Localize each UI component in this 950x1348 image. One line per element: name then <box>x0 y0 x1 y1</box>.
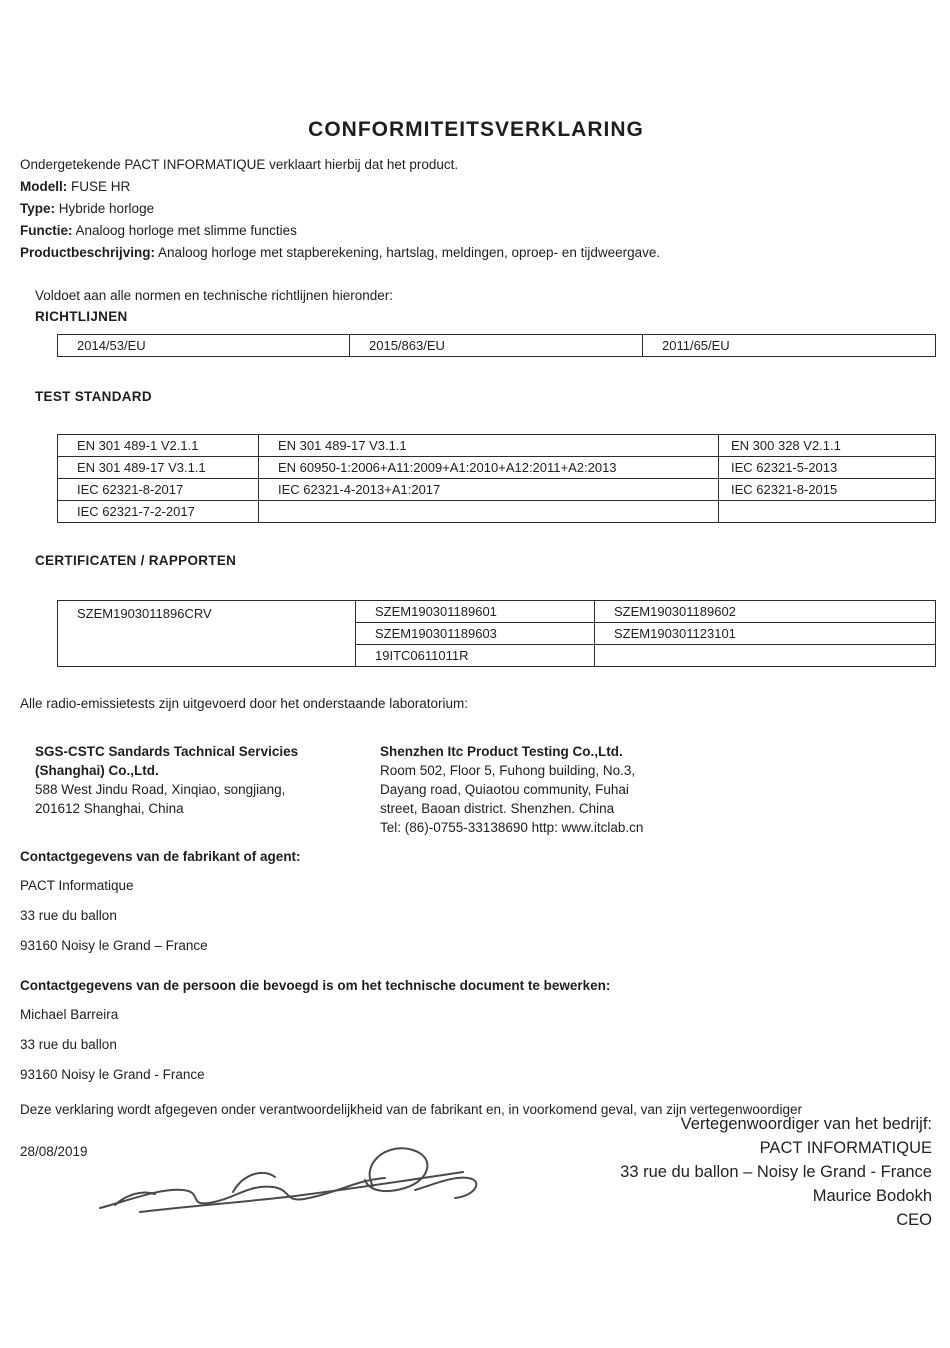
representative-company: PACT INFORMATIQUE <box>759 1139 932 1157</box>
certificate-cell: 19ITC0611011R <box>356 645 595 667</box>
test-standard-cell: IEC 62321-8-2015 <box>719 479 936 501</box>
lab-itc-block <box>380 742 850 837</box>
certificate-cell: SZEM190301189602 <box>595 601 936 623</box>
document-title: CONFORMITEITSVERKLARING <box>308 118 644 141</box>
test-standard-cell <box>719 501 936 523</box>
field-functie <box>20 222 932 239</box>
richtlijn-cell: 2014/53/EU <box>58 335 350 357</box>
test-standard-cell: EN 301 489-1 V2.1.1 <box>58 435 259 457</box>
lab-sgs-name: (Shanghai) Co.,Ltd. <box>35 763 159 778</box>
certificate-cell: SZEM190301189603 <box>356 623 595 645</box>
test-standard-cell: EN 301 489-17 V3.1.1 <box>58 457 259 479</box>
authorized-person-line: Michael Barreira <box>20 1007 119 1022</box>
section-heading-richtlijnen: RICHTLIJNEN <box>35 309 128 324</box>
field-productbeschrijving-value: Analoog horloge met stapberekening, hartslag, meldingen, oproep- en tijdweergave. <box>158 245 661 260</box>
field-type-value: Hybride horloge <box>58 201 155 216</box>
manufacturer-heading: Contactgegevens van de fabrikant of agent: <box>20 849 301 864</box>
richtlijnen-row <box>58 335 936 357</box>
test-standard-cell <box>259 501 719 523</box>
richtlijnen-table <box>57 334 936 357</box>
certificate-cell: SZEM1903011896CRV <box>58 601 356 667</box>
table-row <box>58 435 936 457</box>
lab-itc-contact: Tel: (86)-0755-33138690 http: www.itclab.cn <box>380 820 644 835</box>
lab-sgs-name: SGS-CSTC Sandards Tachnical Servicies <box>35 744 299 759</box>
lab-sgs-address: 201612 Shanghai, China <box>35 801 184 816</box>
test-standard-cell: IEC 62321-7-2-2017 <box>58 501 259 523</box>
field-functie-value: Analoog horloge met slimme functies <box>75 223 297 238</box>
field-type <box>20 200 932 217</box>
test-standard-cell: EN 301 489-17 V3.1.1 <box>259 435 719 457</box>
richtlijn-cell: 2015/863/EU <box>350 335 643 357</box>
section-heading-test-standard: TEST STANDARD <box>35 389 152 404</box>
lab-itc-name: Shenzhen Itc Product Testing Co.,Ltd. <box>380 744 623 759</box>
manufacturer-line: 33 rue du ballon <box>20 908 117 923</box>
field-modell <box>20 178 932 195</box>
test-standard-cell: IEC 62321-8-2017 <box>58 479 259 501</box>
table-row <box>58 479 936 501</box>
declaration-line: Deze verklaring wordt afgegeven onder verantwoordelijkheid van de fabrikant en, in voorkomend geval, van zijn vertegenwoordiger <box>20 1102 802 1117</box>
compliance-line: Voldoet aan alle normen en technische richtlijnen hieronder: <box>35 288 393 303</box>
richtlijn-cell: 2011/65/EU <box>643 335 936 357</box>
authorized-person-line: 33 rue du ballon <box>20 1037 117 1052</box>
representative-address: 33 rue du ballon – Noisy le Grand - France <box>620 1163 932 1181</box>
field-productbeschrijving <box>20 244 932 261</box>
field-type-label: Type: <box>20 201 56 216</box>
field-modell-label: Modell: <box>20 179 68 194</box>
manufacturer-line: 93160 Noisy le Grand – France <box>20 938 208 953</box>
representative-block <box>620 1112 932 1232</box>
representative-heading: Vertegenwoordiger van het bedrijf: <box>680 1115 932 1133</box>
lab-sgs-block <box>35 742 380 837</box>
lab-itc-address: Dayang road, Quiaotou community, Fuhai <box>380 782 629 797</box>
test-standard-cell: EN 60950-1:2006+A11:2009+A1:2010+A12:2011+A2:2013 <box>259 457 719 479</box>
certificates-table <box>57 600 936 667</box>
authorized-person-heading: Contactgegevens van de persoon die bevoegd is om het technische document te bewerken: <box>20 978 611 993</box>
certificate-cell <box>595 645 936 667</box>
signature-image <box>85 1128 485 1223</box>
table-row <box>58 501 936 523</box>
test-standard-cell: EN 300 328 V2.1.1 <box>719 435 936 457</box>
manufacturer-line: PACT Informatique <box>20 878 134 893</box>
representative-title: CEO <box>896 1211 932 1229</box>
field-functie-label: Functie: <box>20 223 73 238</box>
table-row <box>58 601 936 623</box>
lab-addresses <box>20 742 932 837</box>
lab-sgs-address: 588 West Jindu Road, Xinqiao, songjiang, <box>35 782 286 797</box>
field-modell-value: FUSE HR <box>71 179 131 194</box>
date: 28/08/2019 <box>20 1144 88 1159</box>
table-row <box>58 457 936 479</box>
representative-name: Maurice Bodokh <box>812 1187 932 1205</box>
field-productbeschrijving-label: Productbeschrijving: <box>20 245 156 260</box>
section-heading-certificaten: CERTIFICATEN / RAPPORTEN <box>35 553 237 568</box>
certificate-cell: SZEM190301123101 <box>595 623 936 645</box>
authorized-person-line: 93160 Noisy le Grand - France <box>20 1067 205 1082</box>
test-standard-cell: IEC 62321-4-2013+A1:2017 <box>259 479 719 501</box>
test-standard-cell: IEC 62321-5-2013 <box>719 457 936 479</box>
test-standard-table <box>57 434 936 523</box>
certificate-cell: SZEM190301189601 <box>356 601 595 623</box>
lab-itc-address: Room 502, Floor 5, Fuhong building, No.3, <box>380 763 636 778</box>
intro-line: Ondergetekende PACT INFORMATIQUE verklaart hierbij dat het product. <box>20 157 459 172</box>
lab-itc-address: street, Baoan district. Shenzhen. China <box>380 801 615 816</box>
lab-intro-line: Alle radio-emissietests zijn uitgevoerd door het onderstaande laboratorium: <box>20 696 468 711</box>
